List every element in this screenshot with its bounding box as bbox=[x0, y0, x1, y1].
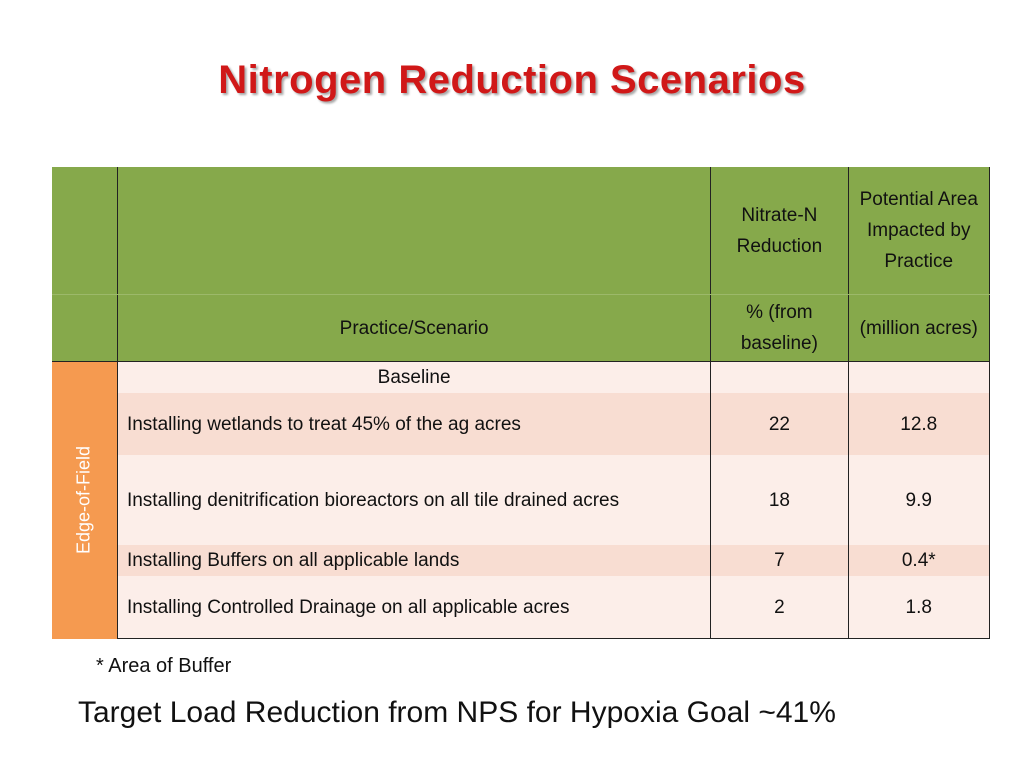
category-label: Edge-of-Field bbox=[73, 446, 94, 555]
header-nitrate-unit: % (from baseline) bbox=[711, 295, 848, 362]
header-practice-scenario: Practice/Scenario bbox=[117, 295, 710, 362]
row-area: 9.9 bbox=[848, 455, 990, 545]
row-nitrate: 7 bbox=[711, 545, 848, 576]
table-row bbox=[52, 576, 990, 639]
category-cell bbox=[52, 362, 117, 639]
header-nitrate: Nitrate-N Reduction bbox=[711, 167, 848, 295]
table-row bbox=[52, 362, 990, 394]
row-nitrate: 22 bbox=[711, 393, 848, 455]
scenarios-table bbox=[52, 167, 990, 639]
header-area-unit: (million acres) bbox=[848, 295, 990, 362]
row-nitrate bbox=[711, 362, 848, 394]
row-area: 12.8 bbox=[848, 393, 990, 455]
row-area bbox=[848, 362, 990, 394]
row-area: 0.4* bbox=[848, 545, 990, 576]
row-practice: Installing wetlands to treat 45% of the ag acres bbox=[117, 393, 710, 455]
row-nitrate: 2 bbox=[711, 576, 848, 639]
row-practice: Baseline bbox=[117, 362, 710, 394]
row-practice: Installing Controlled Drainage on all applicable acres bbox=[117, 576, 710, 639]
row-area: 1.8 bbox=[848, 576, 990, 639]
header-area: Potential Area Impacted by Practice bbox=[848, 167, 990, 295]
row-nitrate: 18 bbox=[711, 455, 848, 545]
footnote: * Area of Buffer bbox=[96, 655, 232, 677]
table-row bbox=[52, 545, 990, 576]
row-practice: Installing Buffers on all applicable lands bbox=[117, 545, 710, 576]
subheader-category-cell bbox=[52, 295, 117, 362]
header-category-cell bbox=[52, 167, 117, 295]
table-row bbox=[52, 455, 990, 545]
slide-title: Nitrogen Reduction Scenarios bbox=[218, 58, 806, 102]
table-subheader-row bbox=[52, 295, 990, 362]
table-row bbox=[52, 393, 990, 455]
table-header-row bbox=[52, 167, 990, 295]
header-practice-cell bbox=[117, 167, 710, 295]
target-statement: Target Load Reduction from NPS for Hypoxia Goal ~41% bbox=[78, 696, 836, 729]
row-practice: Installing denitrification bioreactors on all tile drained acres bbox=[117, 455, 710, 545]
